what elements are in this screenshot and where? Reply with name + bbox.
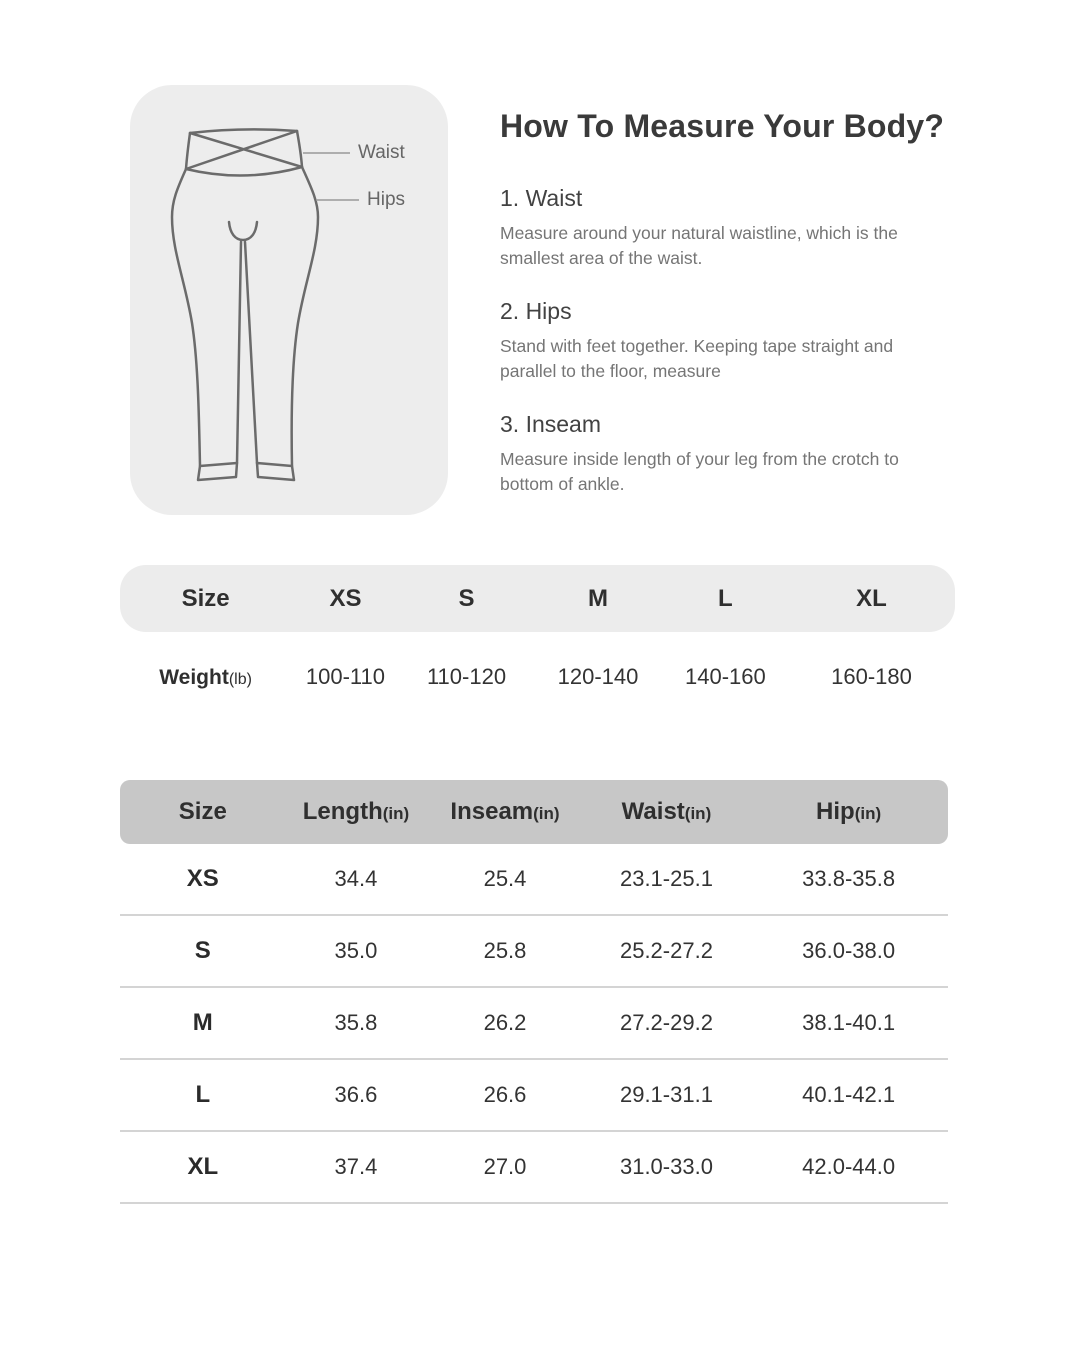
- weight-label: Weight: [159, 666, 229, 689]
- hips-diagram-label: Hips: [367, 189, 406, 210]
- waist-diagram-label: Waist: [358, 142, 405, 163]
- header-cell-size: Size: [181, 584, 230, 612]
- size-table: [120, 780, 948, 1204]
- waist-cell: 23.1-25.1: [619, 866, 713, 891]
- inseam-cell: 25.4: [483, 866, 527, 891]
- weight-cell: 120-140: [557, 664, 639, 689]
- measurement-diagram-box: [130, 85, 448, 515]
- inseam-cell: 25.8: [483, 938, 527, 963]
- step-heading: 1. Waist: [500, 185, 583, 211]
- size-cell: S: [194, 937, 211, 964]
- waist-cell: 25.2-27.2: [619, 938, 713, 963]
- length-cell: 35.8: [334, 1010, 378, 1035]
- weight-cell: 140-160: [684, 664, 766, 689]
- length-cell: 34.4: [334, 866, 378, 891]
- table-row-l: [120, 1060, 948, 1132]
- weight-row-label: [120, 664, 291, 690]
- column-unit: (in): [533, 804, 560, 823]
- inseam-cell: 26.2: [483, 1010, 527, 1035]
- length-cell: 35.0: [334, 938, 378, 963]
- column-label: Size: [178, 798, 227, 825]
- weight-table-header: [120, 565, 955, 632]
- step-body: Stand with feet together. Keeping tape straight and parallel to the floor, measure: [500, 336, 894, 381]
- size-cell: L: [195, 1081, 211, 1108]
- weight-cell: 110-120: [426, 664, 507, 689]
- weight-row: [120, 632, 955, 722]
- weight-unit: (lb): [228, 671, 252, 688]
- waist-cell: 31.0-33.0: [619, 1154, 713, 1179]
- hip-cell: 38.1-40.1: [802, 1010, 896, 1035]
- column-label: Inseam: [450, 798, 534, 825]
- table-row-m: [120, 988, 948, 1060]
- label-connector-lines: [303, 153, 359, 200]
- measure-guide: [500, 108, 960, 524]
- waist-cell: 29.1-31.1: [619, 1082, 713, 1107]
- size-table-header: [120, 780, 948, 844]
- column-unit: (in): [382, 804, 410, 823]
- length-cell: 36.6: [334, 1082, 378, 1107]
- column-header-waist: [584, 798, 750, 826]
- size-cell: XS: [186, 865, 219, 892]
- step-body: Measure inside length of your leg from the crotch to bottom of ankle.: [500, 449, 899, 494]
- guide-step-waist: [500, 185, 960, 271]
- guide-step-inseam: [500, 411, 960, 497]
- page-title: How To Measure Your Body?: [500, 108, 945, 144]
- column-label: Waist: [621, 798, 685, 825]
- header-cell-s: S: [458, 584, 475, 612]
- header-cell-m: M: [588, 584, 609, 612]
- table-row-xs: [120, 844, 948, 916]
- step-body: Measure around your natural waistline, which is the smallest area of the waist.: [500, 223, 898, 268]
- table-row-s: [120, 916, 948, 988]
- weight-cell: 160-180: [831, 664, 912, 689]
- hip-cell: 33.8-35.8: [802, 866, 896, 891]
- header-cell-l: L: [718, 584, 733, 612]
- size-cell: XL: [187, 1153, 219, 1180]
- hip-cell: 42.0-44.0: [802, 1154, 896, 1179]
- column-header-hip: [749, 798, 948, 826]
- column-header-size: [120, 798, 286, 826]
- weight-table: [120, 565, 955, 722]
- column-header-length: [286, 798, 427, 826]
- column-unit: (in): [684, 804, 712, 823]
- length-cell: 37.4: [334, 1154, 378, 1179]
- column-label: Length: [302, 798, 383, 825]
- column-header-inseam: [426, 798, 583, 826]
- inseam-cell: 26.6: [483, 1082, 527, 1107]
- step-heading: 2. Hips: [500, 298, 572, 324]
- step-heading: 3. Inseam: [500, 411, 601, 437]
- table-row-xl: [120, 1132, 948, 1204]
- hip-cell: 40.1-42.1: [802, 1082, 896, 1107]
- inseam-cell: 27.0: [483, 1154, 527, 1179]
- waist-cell: 27.2-29.2: [619, 1010, 713, 1035]
- header-cell-xl: XL: [856, 584, 887, 612]
- size-cell: M: [192, 1009, 213, 1036]
- weight-cell: 100-110: [305, 664, 385, 689]
- column-unit: (in): [854, 804, 882, 823]
- column-label: Hip: [816, 798, 855, 825]
- header-cell-xs: XS: [329, 584, 362, 612]
- hip-cell: 36.0-38.0: [802, 938, 896, 963]
- guide-step-hips: [500, 298, 960, 384]
